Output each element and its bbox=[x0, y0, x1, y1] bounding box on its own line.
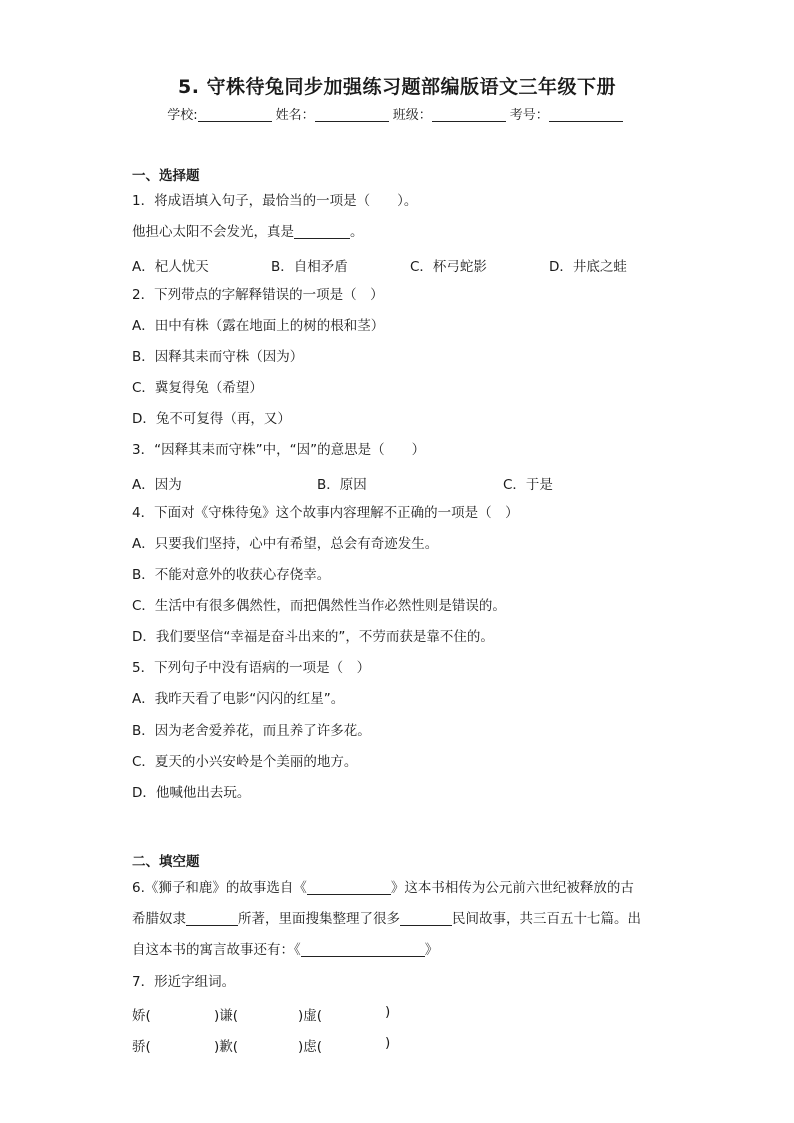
q1-stem: 1．将成语填入句子，最恰当的一项是（ ）。 bbox=[132, 193, 418, 209]
q6-line-2 bbox=[132, 910, 641, 928]
section-heading-fill: 二、填空题 bbox=[132, 854, 200, 870]
q6-text-7: 》 bbox=[424, 942, 439, 958]
q2-option-b[interactable]: B．因释其耒而守株（因为） bbox=[132, 349, 304, 365]
q3-option-a[interactable]: A．因为 bbox=[132, 477, 182, 493]
exam-no-label: 考号： bbox=[509, 108, 549, 123]
q2-option-a[interactable]: A．田中有株（露在地面上的树的根和茎） bbox=[132, 318, 385, 334]
q1-option-c[interactable]: C．杯弓蛇影 bbox=[410, 259, 487, 275]
q6-line-1 bbox=[132, 879, 634, 897]
q1-sentence bbox=[132, 223, 364, 241]
q7-stem: 7．形近字组词。 bbox=[132, 974, 236, 990]
q1-blank[interactable] bbox=[294, 224, 350, 239]
class-label: 班级： bbox=[392, 108, 432, 123]
q6-text-5: 民间故事，共三百五十七篇。出 bbox=[452, 911, 641, 927]
q6-blank-book[interactable] bbox=[307, 880, 391, 895]
exam-no-blank[interactable] bbox=[549, 107, 623, 122]
q3-option-b[interactable]: B．原因 bbox=[317, 477, 367, 493]
q1-option-a[interactable]: A．杞人忧天 bbox=[132, 259, 209, 275]
q7-row2-item1: 骄( bbox=[132, 1039, 151, 1055]
q6-text-2: 》这本书相传为公元前六世纪被释放的古 bbox=[390, 880, 634, 896]
q5-stem: 5．下列句子中没有语病的一项是（ ） bbox=[132, 660, 371, 676]
q7-row1-item2: )谦( bbox=[214, 1008, 239, 1024]
q2-option-c[interactable]: C．冀复得兔（希望） bbox=[132, 380, 263, 396]
q4-option-b[interactable]: B．不能对意外的收获心存侥幸。 bbox=[132, 567, 331, 583]
q5-option-d[interactable]: D．他喊他出去玩。 bbox=[132, 785, 251, 801]
q6-text-6: 自这本书的寓言故事还有：《 bbox=[132, 942, 301, 958]
q5-option-c[interactable]: C．夏天的小兴安岭是个美丽的地方。 bbox=[132, 754, 358, 770]
q4-option-d[interactable]: D．我们要坚信“幸福是奋斗出来的”，不劳而获是靠不住的。 bbox=[132, 629, 494, 645]
q1-sentence-text: 他担心太阳不会发光，真是 bbox=[132, 224, 294, 240]
q6-line-3 bbox=[132, 941, 438, 959]
class-blank[interactable] bbox=[432, 107, 506, 122]
name-blank[interactable] bbox=[315, 107, 389, 122]
school-label: 学校: bbox=[167, 108, 198, 123]
student-info-row bbox=[0, 104, 794, 123]
q6-blank-region[interactable] bbox=[400, 911, 452, 926]
q5-option-b[interactable]: B．因为老舍爱养花，而且养了许多花。 bbox=[132, 723, 371, 739]
q6-blank-author[interactable] bbox=[186, 911, 238, 926]
q5-option-a[interactable]: A．我昨天看了电影“闪闪的红星”。 bbox=[132, 691, 345, 707]
q7-row2-item4: ) bbox=[385, 1035, 391, 1051]
page-title: 5. 守株待兔同步加强练习题部编版语文三年级下册 bbox=[177, 76, 617, 98]
q7-row2-item2: )歉( bbox=[214, 1039, 239, 1055]
section-heading-choice: 一、选择题 bbox=[132, 168, 200, 184]
q6-text-4: 所著，里面搜集整理了很多 bbox=[238, 911, 400, 927]
q7-row1-item1: 娇( bbox=[132, 1008, 151, 1024]
name-label: 姓名： bbox=[275, 108, 315, 123]
q2-option-d[interactable]: D．兔不可复得（再，又） bbox=[132, 411, 291, 427]
q7-row1-item3: )虚( bbox=[298, 1008, 323, 1024]
q4-option-c[interactable]: C．生活中有很多偶然性，而把偶然性当作必然性则是错误的。 bbox=[132, 598, 506, 614]
q3-stem: 3．“因释其耒而守株”中，“因”的意思是（ ） bbox=[132, 442, 426, 458]
q1-option-d[interactable]: D．井底之蛙 bbox=[549, 259, 627, 275]
q7-row1-item4: ) bbox=[385, 1004, 391, 1020]
q6-text-1: 6.《狮子和鹿》的故事选自《 bbox=[132, 880, 307, 896]
q4-option-a[interactable]: A．只要我们坚持，心中有希望，总会有奇迹发生。 bbox=[132, 536, 439, 552]
school-blank[interactable] bbox=[198, 107, 272, 122]
q7-row2-item3: )虑( bbox=[298, 1039, 323, 1055]
q2-stem: 2．下列带点的字解释错误的一项是（ ） bbox=[132, 287, 384, 303]
q6-blank-story[interactable] bbox=[301, 942, 425, 957]
q1-option-b[interactable]: B．自相矛盾 bbox=[271, 259, 348, 275]
q4-stem: 4．下面对《守株待兔》这个故事内容理解不正确的一项是（ ） bbox=[132, 505, 519, 521]
q3-option-c[interactable]: C．于是 bbox=[503, 477, 553, 493]
q1-sentence-end: 。 bbox=[350, 224, 364, 240]
q6-text-3: 希腊奴隶 bbox=[132, 911, 186, 927]
